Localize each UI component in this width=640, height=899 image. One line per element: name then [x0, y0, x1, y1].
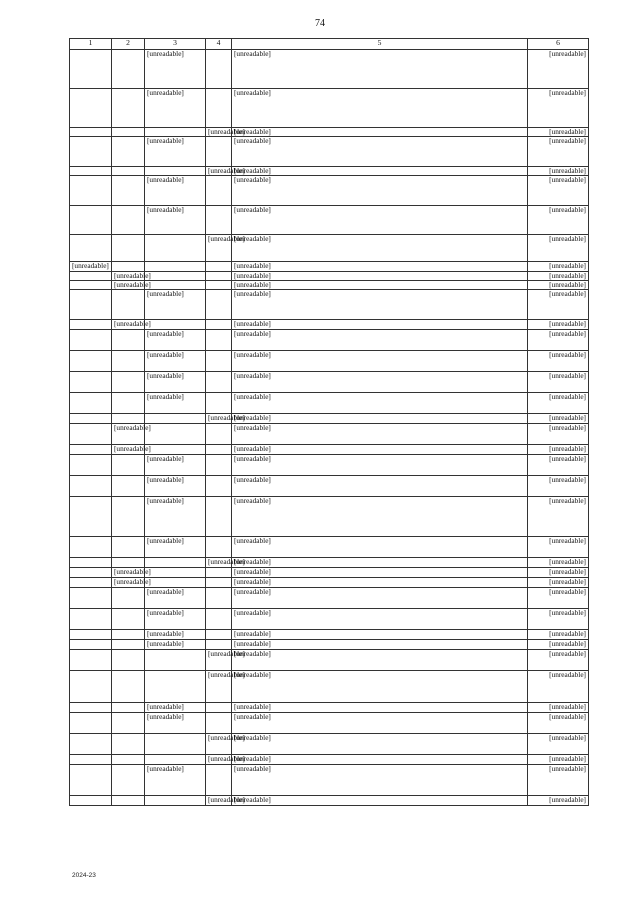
cell-col-2 — [112, 176, 145, 206]
cell-col-2 — [112, 167, 145, 176]
cell-col-3: [unreadable] — [145, 629, 206, 639]
cell-col-4 — [206, 608, 232, 629]
cell-col-1 — [70, 608, 112, 629]
cell-col-1 — [70, 702, 112, 712]
cell-col-2 — [112, 795, 145, 805]
cell-col-1 — [70, 754, 112, 764]
cell-col-2: [unreadable] — [112, 567, 145, 577]
cell-col-6: [unreadable] — [528, 137, 589, 167]
table-row — [70, 413, 589, 423]
cell-col-4 — [206, 475, 232, 496]
cell-col-1 — [70, 577, 112, 587]
cell-col-6: [unreadable] — [528, 350, 589, 371]
cell-col-3: [unreadable] — [145, 137, 206, 167]
column-header: 2 — [112, 39, 145, 50]
cell-col-5: [unreadable] — [232, 587, 528, 608]
table-row — [70, 649, 589, 670]
cell-col-3 — [145, 235, 206, 262]
cell-col-6: [unreadable] — [528, 329, 589, 350]
table-row — [70, 319, 589, 329]
table-row — [70, 329, 589, 350]
cell-col-3: [unreadable] — [145, 454, 206, 475]
cell-col-3: [unreadable] — [145, 587, 206, 608]
cell-col-4: [unreadable] — [206, 128, 232, 137]
cell-col-1 — [70, 176, 112, 206]
cell-col-2: [unreadable] — [112, 319, 145, 329]
table-row — [70, 557, 589, 567]
cell-col-3: [unreadable] — [145, 702, 206, 712]
cell-col-3: [unreadable] — [145, 206, 206, 235]
cell-col-1 — [70, 167, 112, 176]
cell-col-6: [unreadable] — [528, 577, 589, 587]
cell-col-3: [unreadable] — [145, 329, 206, 350]
cell-col-4 — [206, 262, 232, 271]
table-row — [70, 764, 589, 795]
cell-col-6: [unreadable] — [528, 639, 589, 649]
cell-col-5: [unreadable] — [232, 764, 528, 795]
cell-col-5: [unreadable] — [232, 89, 528, 128]
cell-col-4: [unreadable] — [206, 649, 232, 670]
table-row — [70, 454, 589, 475]
table-row — [70, 670, 589, 702]
cell-col-4: [unreadable] — [206, 235, 232, 262]
cell-col-5: [unreadable] — [232, 649, 528, 670]
cell-col-4 — [206, 89, 232, 128]
cell-col-1: [unreadable] — [70, 262, 112, 271]
cell-col-5: [unreadable] — [232, 536, 528, 557]
cell-col-5: [unreadable] — [232, 795, 528, 805]
table-row — [70, 712, 589, 733]
cell-col-5: [unreadable] — [232, 413, 528, 423]
cell-col-4 — [206, 639, 232, 649]
cell-col-3: [unreadable] — [145, 89, 206, 128]
cell-col-5: [unreadable] — [232, 423, 528, 444]
cell-col-2 — [112, 350, 145, 371]
cell-col-1 — [70, 89, 112, 128]
table-header-row — [70, 39, 589, 50]
cell-col-1 — [70, 444, 112, 454]
cell-col-1 — [70, 371, 112, 392]
cell-col-3: [unreadable] — [145, 475, 206, 496]
cell-col-6: [unreadable] — [528, 167, 589, 176]
cell-col-5: [unreadable] — [232, 319, 528, 329]
cell-col-5: [unreadable] — [232, 176, 528, 206]
cell-col-6: [unreadable] — [528, 271, 589, 280]
cell-col-1 — [70, 137, 112, 167]
cell-col-1 — [70, 289, 112, 319]
cell-col-1 — [70, 235, 112, 262]
cell-col-5: [unreadable] — [232, 733, 528, 754]
cell-col-2 — [112, 536, 145, 557]
cell-col-4 — [206, 567, 232, 577]
cell-col-4 — [206, 629, 232, 639]
table-row — [70, 639, 589, 649]
cell-col-1 — [70, 329, 112, 350]
cell-col-4 — [206, 577, 232, 587]
cell-col-1 — [70, 475, 112, 496]
column-header: 1 — [70, 39, 112, 50]
table-row — [70, 392, 589, 413]
cell-col-6: [unreadable] — [528, 754, 589, 764]
budget-table — [69, 38, 589, 806]
cell-col-6: [unreadable] — [528, 454, 589, 475]
cell-col-1 — [70, 795, 112, 805]
cell-col-1 — [70, 271, 112, 280]
cell-col-4 — [206, 423, 232, 444]
cell-col-3: [unreadable] — [145, 371, 206, 392]
cell-col-4: [unreadable] — [206, 557, 232, 567]
cell-col-3 — [145, 795, 206, 805]
cell-col-2 — [112, 629, 145, 639]
cell-col-3: [unreadable] — [145, 392, 206, 413]
cell-col-6: [unreadable] — [528, 557, 589, 567]
cell-col-6: [unreadable] — [528, 649, 589, 670]
cell-col-2 — [112, 235, 145, 262]
cell-col-4 — [206, 289, 232, 319]
cell-col-5: [unreadable] — [232, 280, 528, 289]
table-row — [70, 608, 589, 629]
table-row — [70, 206, 589, 235]
cell-col-4 — [206, 587, 232, 608]
cell-col-6: [unreadable] — [528, 262, 589, 271]
cell-col-5: [unreadable] — [232, 235, 528, 262]
table-row — [70, 587, 589, 608]
cell-col-3 — [145, 319, 206, 329]
cell-col-2 — [112, 670, 145, 702]
cell-col-2 — [112, 557, 145, 567]
cell-col-1 — [70, 712, 112, 733]
cell-col-1 — [70, 413, 112, 423]
cell-col-6: [unreadable] — [528, 496, 589, 536]
cell-col-2: [unreadable] — [112, 577, 145, 587]
cell-col-1 — [70, 423, 112, 444]
cell-col-6: [unreadable] — [528, 128, 589, 137]
cell-col-1 — [70, 764, 112, 795]
cell-col-4 — [206, 319, 232, 329]
table-row — [70, 235, 589, 262]
cell-col-4: [unreadable] — [206, 670, 232, 702]
cell-col-5: [unreadable] — [232, 206, 528, 235]
cell-col-3 — [145, 557, 206, 567]
cell-col-5: [unreadable] — [232, 350, 528, 371]
cell-col-5: [unreadable] — [232, 167, 528, 176]
cell-col-1 — [70, 649, 112, 670]
cell-col-1 — [70, 454, 112, 475]
cell-col-6: [unreadable] — [528, 733, 589, 754]
cell-col-3 — [145, 649, 206, 670]
cell-col-5: [unreadable] — [232, 567, 528, 577]
cell-col-6: [unreadable] — [528, 413, 589, 423]
cell-col-2 — [112, 289, 145, 319]
cell-col-5: [unreadable] — [232, 496, 528, 536]
cell-col-4 — [206, 454, 232, 475]
column-header: 6 — [528, 39, 589, 50]
table-row — [70, 754, 589, 764]
column-header: 3 — [145, 39, 206, 50]
cell-col-2 — [112, 649, 145, 670]
cell-col-3: [unreadable] — [145, 712, 206, 733]
cell-col-3 — [145, 413, 206, 423]
cell-col-3: [unreadable] — [145, 350, 206, 371]
cell-col-3 — [145, 754, 206, 764]
cell-col-6: [unreadable] — [528, 702, 589, 712]
cell-col-3: [unreadable] — [145, 639, 206, 649]
cell-col-4: [unreadable] — [206, 795, 232, 805]
cell-col-5: [unreadable] — [232, 557, 528, 567]
table-row — [70, 475, 589, 496]
cell-col-2 — [112, 371, 145, 392]
cell-col-2 — [112, 764, 145, 795]
table-row — [70, 89, 589, 128]
cell-col-3: [unreadable] — [145, 496, 206, 536]
footer-code: 2024-23 — [72, 872, 96, 879]
table-row — [70, 50, 589, 89]
cell-col-3 — [145, 444, 206, 454]
cell-col-6: [unreadable] — [528, 206, 589, 235]
cell-col-4 — [206, 764, 232, 795]
cell-col-1 — [70, 670, 112, 702]
cell-col-5: [unreadable] — [232, 712, 528, 733]
cell-col-2: [unreadable] — [112, 280, 145, 289]
cell-col-2 — [112, 702, 145, 712]
cell-col-6: [unreadable] — [528, 235, 589, 262]
table-row — [70, 371, 589, 392]
table-row — [70, 176, 589, 206]
cell-col-4 — [206, 350, 232, 371]
cell-col-2: [unreadable] — [112, 423, 145, 444]
cell-col-6: [unreadable] — [528, 712, 589, 733]
cell-col-6: [unreadable] — [528, 475, 589, 496]
cell-col-4: [unreadable] — [206, 733, 232, 754]
cell-col-1 — [70, 392, 112, 413]
cell-col-3: [unreadable] — [145, 176, 206, 206]
table-row — [70, 496, 589, 536]
cell-col-2 — [112, 733, 145, 754]
cell-col-5: [unreadable] — [232, 289, 528, 319]
table-row — [70, 423, 589, 444]
cell-col-1 — [70, 350, 112, 371]
cell-col-6: [unreadable] — [528, 567, 589, 577]
cell-col-3 — [145, 280, 206, 289]
cell-col-3 — [145, 262, 206, 271]
cell-col-2 — [112, 639, 145, 649]
cell-col-6: [unreadable] — [528, 764, 589, 795]
cell-col-1 — [70, 733, 112, 754]
cell-col-6: [unreadable] — [528, 392, 589, 413]
cell-col-3 — [145, 271, 206, 280]
cell-col-6: [unreadable] — [528, 176, 589, 206]
cell-col-2 — [112, 496, 145, 536]
cell-col-3 — [145, 733, 206, 754]
cell-col-5: [unreadable] — [232, 392, 528, 413]
cell-col-6: [unreadable] — [528, 50, 589, 89]
cell-col-4 — [206, 536, 232, 557]
cell-col-1 — [70, 280, 112, 289]
cell-col-3: [unreadable] — [145, 289, 206, 319]
table-row — [70, 444, 589, 454]
table-row — [70, 280, 589, 289]
cell-col-2 — [112, 475, 145, 496]
cell-col-1 — [70, 206, 112, 235]
cell-col-6: [unreadable] — [528, 536, 589, 557]
cell-col-5: [unreadable] — [232, 329, 528, 350]
page-number: 74 — [315, 18, 325, 29]
cell-col-2: [unreadable] — [112, 444, 145, 454]
cell-col-3 — [145, 567, 206, 577]
cell-col-6: [unreadable] — [528, 629, 589, 639]
cell-col-2 — [112, 128, 145, 137]
cell-col-6: [unreadable] — [528, 444, 589, 454]
cell-col-3: [unreadable] — [145, 50, 206, 89]
cell-col-4: [unreadable] — [206, 167, 232, 176]
cell-col-5: [unreadable] — [232, 670, 528, 702]
cell-col-3: [unreadable] — [145, 608, 206, 629]
cell-col-6: [unreadable] — [528, 587, 589, 608]
cell-col-2 — [112, 754, 145, 764]
cell-col-4: [unreadable] — [206, 413, 232, 423]
cell-col-2 — [112, 392, 145, 413]
cell-col-4 — [206, 206, 232, 235]
cell-col-2 — [112, 89, 145, 128]
cell-col-2 — [112, 50, 145, 89]
cell-col-5: [unreadable] — [232, 702, 528, 712]
cell-col-2 — [112, 329, 145, 350]
cell-col-4 — [206, 702, 232, 712]
cell-col-4 — [206, 712, 232, 733]
cell-col-5: [unreadable] — [232, 639, 528, 649]
cell-col-3: [unreadable] — [145, 764, 206, 795]
table-row — [70, 567, 589, 577]
cell-col-5: [unreadable] — [232, 577, 528, 587]
cell-col-5: [unreadable] — [232, 608, 528, 629]
cell-col-6: [unreadable] — [528, 289, 589, 319]
cell-col-2 — [112, 137, 145, 167]
cell-col-3 — [145, 670, 206, 702]
column-header: 5 — [232, 39, 528, 50]
cell-col-1 — [70, 567, 112, 577]
cell-col-2 — [112, 206, 145, 235]
cell-col-4 — [206, 271, 232, 280]
cell-col-5: [unreadable] — [232, 371, 528, 392]
cell-col-6: [unreadable] — [528, 423, 589, 444]
cell-col-2 — [112, 587, 145, 608]
cell-col-4 — [206, 176, 232, 206]
cell-col-4 — [206, 371, 232, 392]
cell-col-4 — [206, 329, 232, 350]
table-row — [70, 733, 589, 754]
cell-col-1 — [70, 639, 112, 649]
cell-col-5: [unreadable] — [232, 444, 528, 454]
cell-col-6: [unreadable] — [528, 89, 589, 128]
cell-col-6: [unreadable] — [528, 795, 589, 805]
cell-col-5: [unreadable] — [232, 271, 528, 280]
table-row — [70, 629, 589, 639]
cell-col-6: [unreadable] — [528, 608, 589, 629]
cell-col-3 — [145, 577, 206, 587]
table-row — [70, 702, 589, 712]
cell-col-1 — [70, 50, 112, 89]
cell-col-6: [unreadable] — [528, 319, 589, 329]
cell-col-5: [unreadable] — [232, 137, 528, 167]
cell-col-1 — [70, 629, 112, 639]
cell-col-4 — [206, 444, 232, 454]
cell-col-1 — [70, 536, 112, 557]
table-row — [70, 262, 589, 271]
cell-col-2 — [112, 454, 145, 475]
cell-col-2: [unreadable] — [112, 271, 145, 280]
cell-col-5: [unreadable] — [232, 754, 528, 764]
cell-col-4 — [206, 392, 232, 413]
cell-col-2 — [112, 712, 145, 733]
cell-col-5: [unreadable] — [232, 262, 528, 271]
table-row — [70, 137, 589, 167]
cell-col-1 — [70, 557, 112, 567]
table-row — [70, 536, 589, 557]
cell-col-6: [unreadable] — [528, 280, 589, 289]
cell-col-4 — [206, 496, 232, 536]
cell-col-6: [unreadable] — [528, 371, 589, 392]
table-row — [70, 350, 589, 371]
table-row — [70, 289, 589, 319]
cell-col-5: [unreadable] — [232, 475, 528, 496]
cell-col-2 — [112, 608, 145, 629]
cell-col-3 — [145, 423, 206, 444]
cell-col-2 — [112, 262, 145, 271]
cell-col-1 — [70, 319, 112, 329]
cell-col-4 — [206, 280, 232, 289]
cell-col-1 — [70, 128, 112, 137]
cell-col-4 — [206, 137, 232, 167]
cell-col-6: [unreadable] — [528, 670, 589, 702]
cell-col-5: [unreadable] — [232, 50, 528, 89]
cell-col-2 — [112, 413, 145, 423]
cell-col-3: [unreadable] — [145, 536, 206, 557]
cell-col-1 — [70, 496, 112, 536]
cell-col-5: [unreadable] — [232, 629, 528, 639]
cell-col-5: [unreadable] — [232, 454, 528, 475]
cell-col-4: [unreadable] — [206, 754, 232, 764]
table-row — [70, 577, 589, 587]
cell-col-5: [unreadable] — [232, 128, 528, 137]
table-row — [70, 271, 589, 280]
cell-col-4 — [206, 50, 232, 89]
cell-col-1 — [70, 587, 112, 608]
table-row — [70, 795, 589, 805]
column-header: 4 — [206, 39, 232, 50]
